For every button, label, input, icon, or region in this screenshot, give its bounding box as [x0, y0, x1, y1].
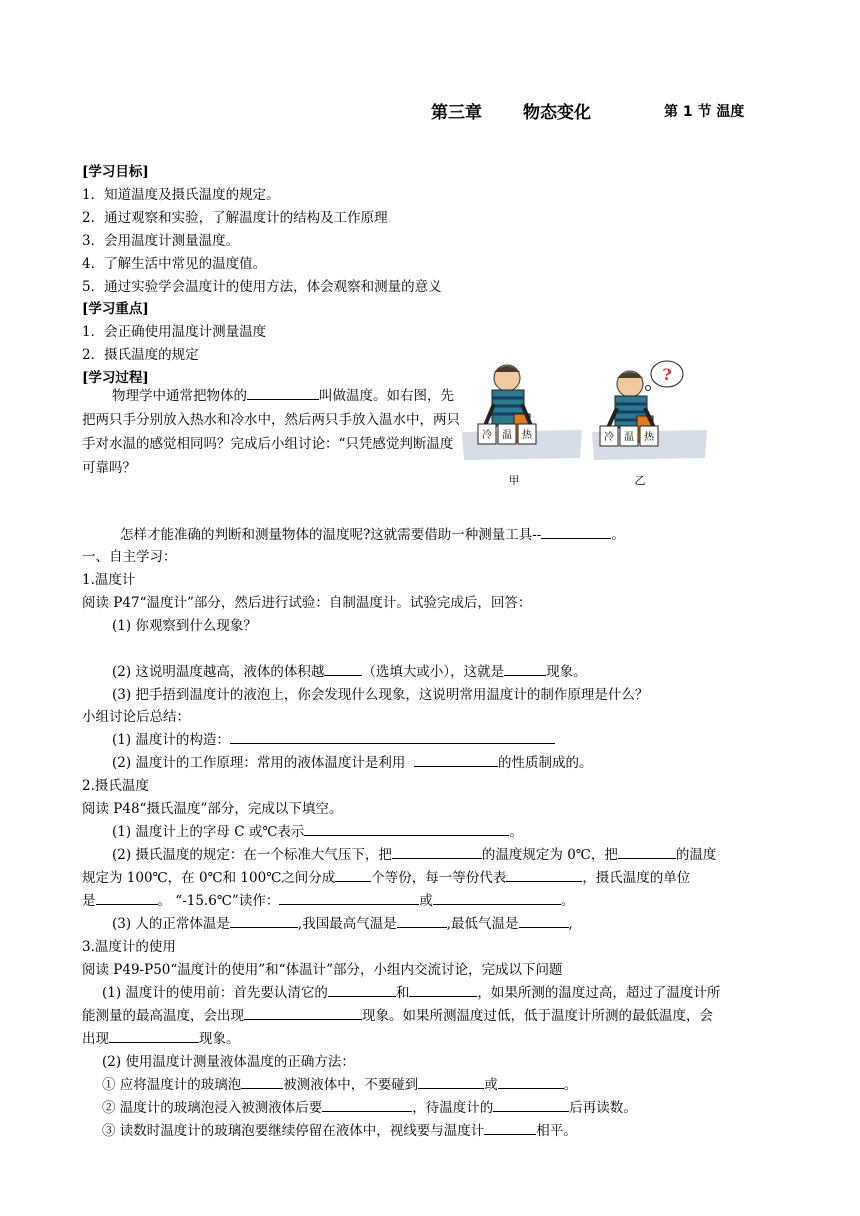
chapter-title: 物态变化 — [523, 103, 591, 123]
keypoint-item: 2．摄氏温度的规定 — [82, 347, 199, 363]
text: 的温度 — [675, 847, 717, 863]
blank[interactable] — [433, 890, 561, 905]
blank[interactable] — [484, 1120, 536, 1135]
blank[interactable] — [618, 844, 676, 859]
goal-item: 3．会用温度计测量温度。 — [82, 233, 240, 249]
text: , — [568, 916, 573, 932]
s3-rule-1 — [102, 1073, 577, 1093]
text: 。 — [563, 1077, 578, 1093]
s3-rule-3 — [102, 1119, 577, 1139]
blank[interactable] — [409, 982, 477, 997]
s1-question-2 — [112, 660, 587, 680]
text: (2) 这说明温度越高，液体的体积越 — [112, 664, 325, 680]
boy-figure-right — [592, 361, 707, 460]
s3-rule-2 — [102, 1096, 637, 1116]
blank[interactable] — [230, 913, 298, 928]
text: 个等份，每一等份代表 — [371, 870, 507, 886]
text: (1) 温度计上的字母 C 或℃表示 — [112, 824, 305, 840]
text: ,最低气温是 — [446, 916, 519, 932]
blank[interactable] — [328, 982, 396, 997]
blank[interactable] — [397, 913, 447, 928]
text: 能测量的最高温度，会出现 — [82, 1008, 244, 1024]
blank[interactable] — [244, 1005, 362, 1020]
goals-heading: [学习目标] — [82, 164, 149, 180]
text: 。 “-15.6℃”读作： — [157, 893, 280, 909]
keypoint-item: 1．会正确使用温度计测量温度 — [82, 324, 267, 340]
text: 相平。 — [536, 1123, 577, 1139]
blank[interactable] — [414, 752, 498, 767]
tub-label: 冷 — [604, 432, 614, 443]
section-3-read: 阅读 P49-P50“温度计的使用”和“体温计”部分，小组内交流讨论，完成以下问题 — [82, 962, 563, 978]
s1-construct — [112, 728, 555, 748]
intro-part-b: 叫做温度。如右图，先把两只手分别放入热水和冷水中，然后两只手放入温水中，两只手对水温的感觉相同吗？完成后小组讨论：“只凭感觉判断温度可靠吗？ — [82, 388, 460, 476]
text: ，如果所测的温度过高，超过了温度计所 — [477, 985, 721, 1001]
blank[interactable] — [230, 729, 555, 744]
intro-part-a: 物理学中通常把物体的 — [112, 388, 247, 404]
boy-figure-left — [462, 365, 582, 460]
blank[interactable] — [324, 661, 362, 676]
self-study-heading: 一、自主学习： — [82, 549, 177, 565]
hands-in-water-figure — [462, 360, 712, 490]
text: ③ 读数时温度计的玻璃泡要继续停留在液体中，视线要与温度计 — [102, 1123, 485, 1139]
s2-question-1 — [112, 820, 523, 840]
text: 或 — [484, 1077, 498, 1093]
tub-label: 冷 — [482, 430, 492, 441]
process-heading: [学习过程] — [82, 370, 149, 386]
text: ，摄氏温度的单位 — [582, 870, 691, 886]
blank[interactable] — [493, 1097, 569, 1112]
s2-question-2-line2 — [82, 866, 690, 886]
goal-item: 5．通过实验学会温度计的使用方法，体会观察和测量的意义 — [82, 279, 442, 295]
s3-question-1-line3 — [82, 1027, 240, 1047]
text: ① 应将温度计的玻璃泡 — [102, 1077, 242, 1093]
section-2-title: 2.摄氏温度 — [82, 778, 149, 794]
blank[interactable] — [335, 867, 371, 882]
blank[interactable] — [498, 1074, 564, 1089]
section-2-read: 阅读 P48“摄氏温度”部分，完成以下填空。 — [82, 801, 343, 817]
blank[interactable] — [304, 821, 509, 836]
keypoints-heading: [学习重点] — [82, 301, 149, 317]
tub-label: 热 — [644, 432, 654, 443]
text: (2) 摄氏温度的规定：在一个标准大气压下，把 — [112, 847, 392, 863]
process-intro — [82, 384, 462, 480]
figure-label-left: 甲 — [508, 474, 520, 487]
text: ② 温度计的玻璃泡浸入被测液体后要 — [102, 1100, 323, 1116]
s2-question-2-line3 — [82, 889, 574, 909]
tub-label: 温 — [624, 432, 634, 443]
blank[interactable] — [519, 913, 569, 928]
text: 出现 — [82, 1031, 109, 1047]
blank[interactable] — [504, 661, 546, 676]
section-3-title: 3.温度计的使用 — [82, 939, 176, 955]
question-end: 。 — [611, 527, 625, 543]
text: (1) 温度计的构造： — [112, 732, 230, 748]
text: 现象。如果所测温度过低，低于温度计所测的最低温度，会 — [362, 1008, 713, 1024]
tub-label: 温 — [502, 430, 512, 441]
goal-item: 4．了解生活中常见的温度值。 — [82, 256, 267, 272]
text: 现象。 — [546, 664, 587, 680]
s3-question-1-line1 — [102, 981, 720, 1001]
text: ,我国最高气温是 — [297, 916, 397, 932]
blank[interactable] — [241, 1074, 283, 1089]
text: (1) 温度计的使用前：首先要认清它的 — [102, 985, 328, 1001]
blank[interactable] — [506, 867, 582, 882]
blank[interactable] — [418, 1074, 484, 1089]
tool-question — [120, 523, 625, 543]
summary-label: 小组讨论后总结： — [82, 709, 190, 725]
text: 的性质制成的。 — [498, 755, 593, 771]
text: 。 — [509, 824, 523, 840]
blank[interactable] — [322, 1097, 412, 1112]
text: 或 — [419, 893, 433, 909]
text: 规定为 100℃，在 0℃和 100℃之间分成 — [82, 870, 336, 886]
section-title: 第 1 节 温度 — [664, 104, 745, 120]
goal-item: 2．通过观察和实验，了解温度计的结构及工作原理 — [82, 210, 388, 226]
blank[interactable] — [96, 890, 158, 905]
text: 的温度规定为 0℃，把 — [481, 847, 618, 863]
text: (2) 温度计的工作原理：常用的液体温度计是利用 — [112, 755, 406, 771]
text: （选填大或小），这就是 — [362, 664, 505, 680]
text: 是 — [82, 893, 96, 909]
s1-question-1: (1) 你观察到什么现象？ — [112, 618, 257, 634]
s2-question-2-line1 — [112, 843, 716, 863]
s1-question-3: (3) 把手捂到温度计的液泡上，你会发现什么现象，这说明常用温度计的制作原理是什么？ — [112, 687, 649, 703]
blank[interactable] — [392, 844, 482, 859]
chapter-number: 第三章 — [431, 103, 482, 123]
question-text: 怎样才能准确的判断和测量物体的温度呢?这就需要借助一种测量工具-- — [120, 527, 542, 543]
s2-question-3 — [112, 912, 573, 932]
s3-question-1-line2 — [82, 1004, 713, 1024]
text: (3) 人的正常体温是 — [112, 916, 230, 932]
text: ，待温度计的 — [412, 1100, 494, 1116]
s1-principle — [112, 751, 593, 771]
goal-item: 1．知道温度及摄氏温度的规定。 — [82, 187, 280, 203]
bubble-question-mark: ? — [662, 365, 672, 384]
blank[interactable] — [541, 524, 611, 539]
blank[interactable] — [279, 890, 419, 905]
section-1-read: 阅读 P47“温度计”部分，然后进行试验：自制温度计。试验完成后，回答： — [82, 595, 532, 611]
section-1-title: 1.温度计 — [82, 572, 136, 588]
blank[interactable] — [247, 385, 319, 400]
text: 现象。 — [199, 1031, 240, 1047]
text: 后再读数。 — [569, 1100, 637, 1116]
s3-question-2: (2) 使用温度计测量液体温度的正确方法： — [102, 1054, 355, 1070]
blank[interactable] — [109, 1028, 199, 1043]
figure-label-right: 乙 — [634, 474, 646, 487]
tub-label: 热 — [522, 430, 532, 441]
text: 和 — [395, 985, 410, 1001]
text: 被测液体中，不要碰到 — [283, 1077, 419, 1093]
text: 。 — [560, 893, 575, 909]
